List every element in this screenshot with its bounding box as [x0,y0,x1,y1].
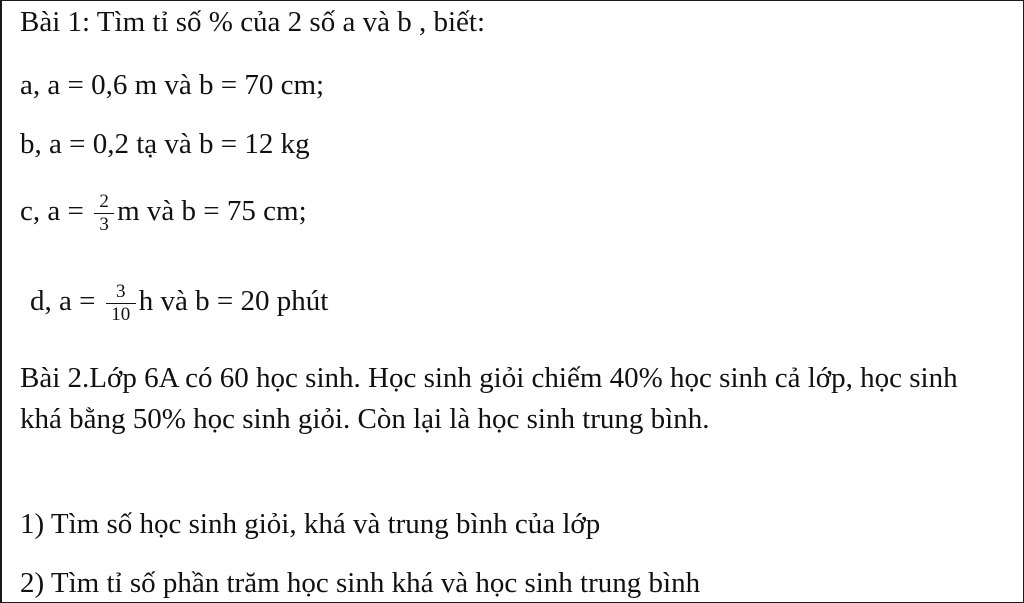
bai2-question-1: 1) Tìm số học sinh giỏi, khá và trung bình của lớp [20,508,601,540]
bai2-question-2: 2) Tìm tỉ số phần trăm học sinh khá và học sinh trung bình [20,567,701,599]
part-c-suffix: m và b = 75 cm; [117,195,307,228]
bai1-part-d [30,281,328,326]
fraction-c [94,191,114,236]
fraction-d-numerator: 3 [106,281,136,304]
bai1-title: Bài 1: Tìm tỉ số % của 2 số a và b , biết: [20,6,486,38]
fraction-c-numerator: 2 [94,191,114,214]
bai1-part-a: a, a = 0,6 m và b = 70 cm; [20,69,325,101]
part-d-prefix: d, a = [30,285,103,318]
part-c-prefix: c, a = [20,195,92,228]
fraction-d-denominator: 10 [111,304,131,325]
fraction-d [106,281,136,326]
part-d-suffix: h và b = 20 phút [138,285,329,318]
bai1-part-b: b, a = 0,2 tạ và b = 12 kg [20,128,310,160]
fraction-c-denominator: 3 [99,214,109,235]
bai2-body: Bài 2.Lớp 6A có 60 học sinh. Học sinh giỏi chiếm 40% học sinh cả lớp, học sinh khá bằng 50% học sinh giỏi. Còn lại là học sinh trung bình. [20,362,958,435]
bai1-part-c [20,191,307,236]
